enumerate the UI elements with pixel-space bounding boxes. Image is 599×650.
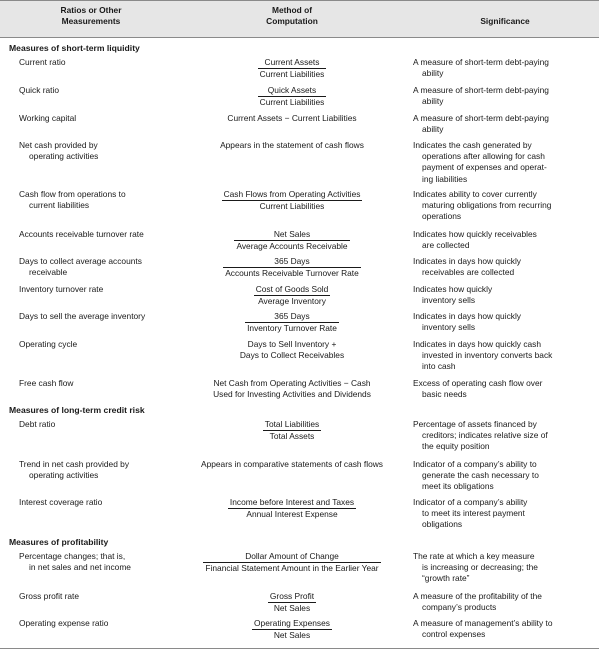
significance-line: control expenses [422, 629, 486, 640]
denominator: Current Liabilities [259, 201, 325, 212]
bottom-rule [0, 648, 599, 649]
denominator: Current Liabilities [259, 69, 325, 80]
significance-line: to meet its interest payment [422, 508, 525, 519]
computation-text: Appears in comparative statements of cash flows [200, 459, 383, 469]
fraction [258, 85, 327, 108]
significance [413, 378, 597, 400]
significance [413, 256, 597, 278]
ratio-name-line: current liabilities [29, 200, 90, 211]
significance-line: ability [422, 124, 444, 135]
computation-text: Net Cash from Operating Activities − Cash [213, 378, 371, 388]
ratio-name-line: Inventory turnover rate [19, 284, 104, 294]
computation [182, 459, 402, 470]
significance-line: operations [422, 211, 462, 222]
computation-text: Used for Investing Activities and Dividends [213, 389, 371, 400]
numerator: Gross Profit [268, 591, 316, 603]
significance-line: “growth rate” [422, 573, 470, 584]
significance-line: A measure of management’s ability to [413, 618, 553, 628]
significance [413, 140, 597, 185]
ratio-name-line: Net cash provided by [19, 140, 98, 150]
ratio-name [19, 459, 179, 481]
ratio-name-line: Operating cycle [19, 339, 78, 349]
computation [182, 551, 402, 574]
significance [413, 618, 597, 640]
ratio-name-line: Operating expense ratio [19, 618, 109, 628]
computation [182, 284, 402, 307]
ratio-name-line: operating activities [29, 151, 99, 162]
significance-line: A measure of short-term debt-paying [413, 85, 549, 95]
denominator: Average Inventory [258, 296, 326, 307]
ratio-name [19, 339, 179, 350]
significance [413, 311, 597, 333]
ratio-name-line: operating activities [29, 470, 99, 481]
ratio-name [19, 140, 179, 162]
denominator: Accounts Receivable Turnover Rate [225, 268, 359, 279]
significance [413, 85, 597, 107]
ratio-name [19, 189, 179, 211]
computation-text: Current Assets − Current Liabilities [227, 113, 357, 123]
ratio-name-line: Debt ratio [19, 419, 56, 429]
ratio-name [19, 378, 179, 389]
significance-line: basic needs [422, 389, 467, 400]
ratio-name [19, 419, 179, 430]
significance-line: Indicates in days how quickly [413, 256, 521, 266]
numerator: Net Sales [234, 229, 349, 241]
computation [182, 497, 402, 520]
ratio-name-line: Accounts receivable turnover rate [19, 229, 144, 239]
ratio-name [19, 591, 179, 602]
significance-line: Percentage of assets financed by [413, 419, 537, 429]
significance [413, 339, 597, 373]
denominator: Inventory Turnover Rate [247, 323, 337, 334]
numerator: 365 Days [245, 311, 339, 323]
numerator: Quick Assets [258, 85, 327, 97]
denominator: Net Sales [273, 603, 311, 614]
computation [182, 618, 402, 641]
significance-line: Indicator of a company’s ability [413, 497, 528, 507]
ratio-name [19, 113, 179, 124]
header-method-line1: Method of [271, 5, 312, 15]
ratio-name-line: Percentage changes; that is, [19, 551, 126, 561]
significance-line: into cash [422, 361, 456, 372]
header-ratios-line1: Ratios or Other [60, 5, 122, 15]
numerator: Current Assets [258, 57, 327, 69]
header-ratios [0, 5, 182, 27]
significance-line: Indicator of a company’s ability to [413, 459, 537, 469]
significance [413, 189, 597, 223]
significance-line: ing liabilities [422, 173, 468, 184]
fraction [203, 551, 380, 574]
numerator: Dollar Amount of Change [203, 551, 380, 563]
section-liquidity: Measures of short-term liquidity [9, 43, 140, 53]
significance-line: obligations [422, 519, 463, 530]
ratio-name [19, 284, 179, 295]
significance [413, 459, 597, 493]
ratio-name-line: Working capital [19, 113, 77, 123]
computation [182, 189, 402, 212]
denominator: Annual Interest Expense [246, 509, 338, 520]
significance-line: meet its obligations [422, 481, 494, 492]
header-ratios-line2: Measurements [61, 16, 121, 26]
header-significance [413, 16, 597, 27]
numerator: Income before Interest and Taxes [228, 497, 356, 509]
significance-line: are collected [422, 240, 470, 251]
significance-line: ability [422, 96, 444, 107]
denominator: Current Liabilities [259, 97, 325, 108]
computation [182, 113, 402, 124]
ratio-name [19, 85, 179, 96]
computation [182, 311, 402, 334]
numerator: Total Liabilities [263, 419, 321, 431]
computation [182, 229, 402, 252]
significance [413, 551, 597, 585]
computation-text: Days to Sell Inventory + [247, 339, 337, 349]
ratio-name-line: in net sales and net income [29, 562, 131, 573]
significance [413, 419, 597, 453]
numerator: Operating Expenses [252, 618, 332, 630]
fraction [268, 591, 316, 614]
significance-line: receivables are collected [422, 267, 515, 278]
significance [413, 497, 597, 531]
significance-line: generate the cash necessary to [422, 470, 539, 481]
computation-text: Appears in the statement of cash flows [220, 140, 364, 150]
fraction [252, 618, 332, 641]
ratio-name-line: Interest coverage ratio [19, 497, 103, 507]
table-header [0, 0, 599, 38]
significance-line: Indicates in days how quickly [413, 311, 521, 321]
significance-line: payment of expenses and operat- [422, 162, 547, 173]
significance-line: Excess of operating cash flow over [413, 378, 543, 388]
numerator: Cash Flows from Operating Activities [222, 189, 363, 201]
ratio-name-line: Cash flow from operations to [19, 189, 126, 199]
fraction [222, 189, 363, 212]
computation [182, 256, 402, 279]
fraction [223, 256, 361, 279]
fraction [258, 57, 327, 80]
significance [413, 229, 597, 251]
ratio-name-line: Gross profit rate [19, 591, 80, 601]
ratio-name-line: receivable [29, 267, 68, 278]
significance-line: company’s products [422, 602, 497, 613]
computation [182, 85, 402, 108]
header-method-line2: Computation [266, 16, 318, 26]
significance-line: A measure of short-term debt-paying [413, 57, 549, 67]
significance [413, 113, 597, 135]
computation-text: Days to Collect Receivables [239, 350, 345, 361]
denominator: Financial Statement Amount in the Earlier Year [205, 563, 379, 574]
significance [413, 591, 597, 613]
denominator: Net Sales [273, 630, 311, 641]
significance-line: The rate at which a key measure [413, 551, 535, 561]
significance-line: operations after allowing for cash [422, 151, 545, 162]
ratio-name-line: Days to sell the average inventory [19, 311, 146, 321]
fraction [263, 419, 321, 442]
significance-line: creditors; indicates relative size of [422, 430, 548, 441]
ratio-name [19, 311, 179, 322]
ratio-name-line: Current ratio [19, 57, 66, 67]
numerator: 365 Days [223, 256, 361, 268]
ratio-name-line: Days to collect average accounts [19, 256, 142, 266]
computation [182, 419, 402, 442]
significance-line: inventory sells [422, 322, 476, 333]
computation [182, 339, 402, 361]
significance-line: invested in inventory converts back [422, 350, 553, 361]
ratio-name [19, 551, 179, 573]
significance-line: Indicates how quickly [413, 284, 493, 294]
significance-line: inventory sells [422, 295, 476, 306]
significance-line: Indicates in days how quickly cash [413, 339, 542, 349]
computation [182, 378, 402, 400]
ratio-name [19, 57, 179, 68]
ratio-name [19, 497, 179, 508]
computation [182, 57, 402, 80]
significance-line: Indicates ability to cover currently [413, 189, 537, 199]
fraction [234, 229, 349, 252]
ratio-name [19, 256, 179, 278]
fraction [245, 311, 339, 334]
ratio-name-line: Trend in net cash provided by [19, 459, 130, 469]
significance-line: Indicates the cash generated by [413, 140, 532, 150]
ratio-name [19, 618, 179, 629]
fraction [228, 497, 356, 520]
numerator: Cost of Goods Sold [254, 284, 331, 296]
computation [182, 591, 402, 614]
fraction [254, 284, 331, 307]
ratio-name [19, 229, 179, 240]
significance-line: A measure of the profitability of the [413, 591, 542, 601]
significance-line: ability [422, 68, 444, 79]
significance [413, 57, 597, 79]
computation [182, 140, 402, 151]
significance [413, 284, 597, 306]
denominator: Total Assets [269, 431, 315, 442]
ratio-name-line: Quick ratio [19, 85, 60, 95]
ratio-name-line: Free cash flow [19, 378, 74, 388]
section-profit: Measures of profitability [9, 537, 109, 547]
section-credit: Measures of long-term credit risk [9, 405, 145, 415]
significance-line: A measure of short-term debt-paying [413, 113, 549, 123]
significance-line: is increasing or decreasing; the [422, 562, 538, 573]
significance-line: the equity position [422, 441, 490, 452]
significance-line: Indicates how quickly receivables [413, 229, 537, 239]
significance-line: maturing obligations from recurring [422, 200, 552, 211]
header-significance-line1: Significance [480, 16, 530, 26]
denominator: Average Accounts Receivable [236, 241, 348, 252]
header-method [182, 5, 402, 27]
